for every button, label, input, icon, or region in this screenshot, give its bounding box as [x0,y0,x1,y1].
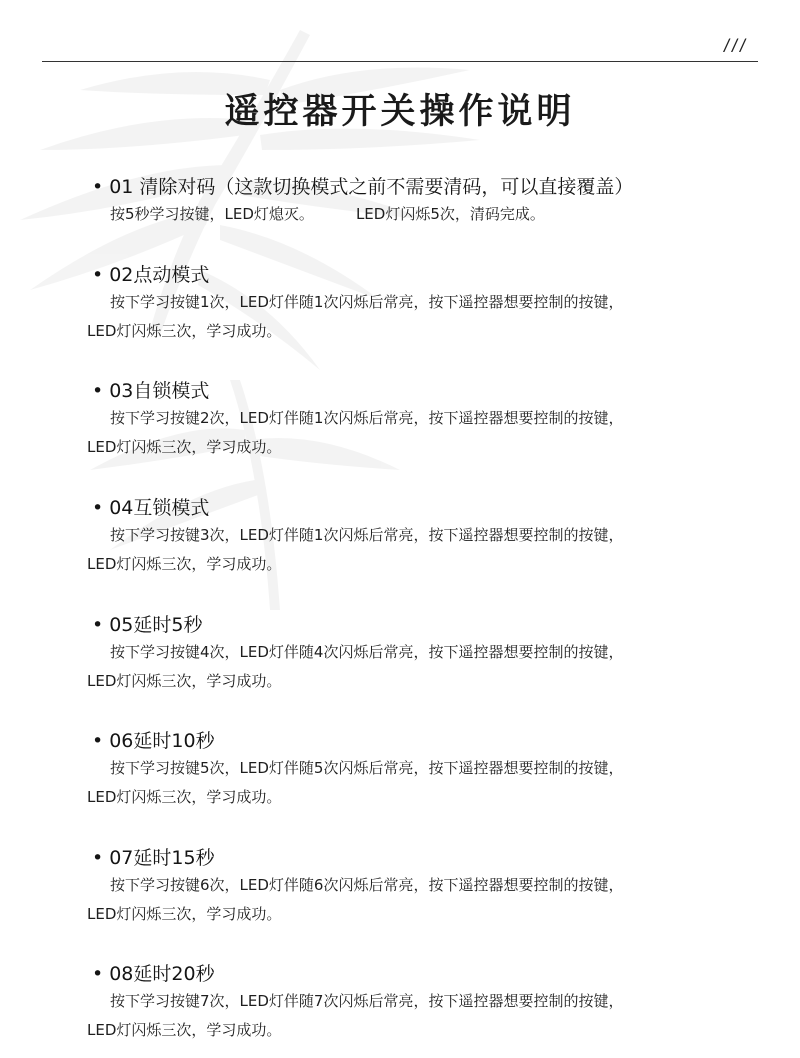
bullet-icon: • [92,176,104,198]
section-instruction-line [110,203,545,224]
bullet-icon: • [92,847,104,869]
section-heading [92,610,202,637]
section-instruction-line-2: LED灯闪烁三次，学习成功。 [87,322,282,340]
bullet-icon: • [92,380,104,402]
section-heading-text: 07延时15秒 [109,847,215,869]
bullet-icon: • [92,963,104,985]
section-instruction-line-2: LED灯闪烁三次，学习成功。 [87,788,282,806]
section-heading-text: 02点动模式 [109,264,210,286]
section-instruction-line-1: 按下学习按键4次，LED灯伴随4次闪烁后常亮，按下遥控器想要控制的按键， [110,643,624,661]
section-instruction-line-1: 按下学习按键1次，LED灯伴随1次闪烁后常亮，按下遥控器想要控制的按键， [110,293,624,311]
section-instruction-line-2: LED灯闪烁三次，学习成功。 [87,438,282,456]
section-heading [92,493,209,520]
section-heading [92,172,633,199]
section-instruction-line-2: LED灯闪烁三次，学习成功。 [87,555,282,573]
instruction-part-1: 按5秒学习按键，LED灯熄灭。 [110,205,314,223]
bullet-icon: • [92,730,104,752]
section-instruction-line-1: 按下学习按键7次，LED灯伴随7次闪烁后常亮，按下遥控器想要控制的按键， [110,992,624,1010]
section-heading [92,376,209,403]
section-heading-text: 03自锁模式 [109,380,210,402]
section-heading-text: 05延时5秒 [109,614,203,636]
section-instruction-line-1: 按下学习按键5次，LED灯伴随5次闪烁后常亮，按下遥控器想要控制的按键， [110,759,624,777]
bullet-icon: • [92,264,104,286]
section-instruction-line-1: 按下学习按键2次，LED灯伴随1次闪烁后常亮，按下遥控器想要控制的按键， [110,409,624,427]
section-heading [92,726,215,753]
bullet-icon: • [92,497,104,519]
bullet-icon: • [92,614,104,636]
section-heading [92,959,215,986]
section-heading-text: 04互锁模式 [109,497,210,519]
section-heading [92,843,215,870]
section-instruction-line-1: 按下学习按键3次，LED灯伴随1次闪烁后常亮，按下遥控器想要控制的按键， [110,526,624,544]
section-instruction-line-2: LED灯闪烁三次，学习成功。 [87,672,282,690]
header-divider [42,61,758,62]
section-heading-text: 08延时20秒 [109,963,215,985]
instruction-part-2: LED灯闪烁5次，清码完成。 [355,205,545,223]
section-heading-text: 06延时10秒 [109,730,215,752]
section-instruction-line-1: 按下学习按键6次，LED灯伴随6次闪烁后常亮，按下遥控器想要控制的按键， [110,876,624,894]
section-heading [92,260,209,287]
section-instruction-line-2: LED灯闪烁三次，学习成功。 [87,905,282,923]
section-instruction-line-2: LED灯闪烁三次，学习成功。 [87,1021,282,1039]
section-heading-text: 01 清除对码（这款切换模式之前不需要清码，可以直接覆盖） [109,176,634,198]
page-title: 遥控器开关操作说明 [224,92,576,132]
header-slashes: /// [723,36,748,56]
